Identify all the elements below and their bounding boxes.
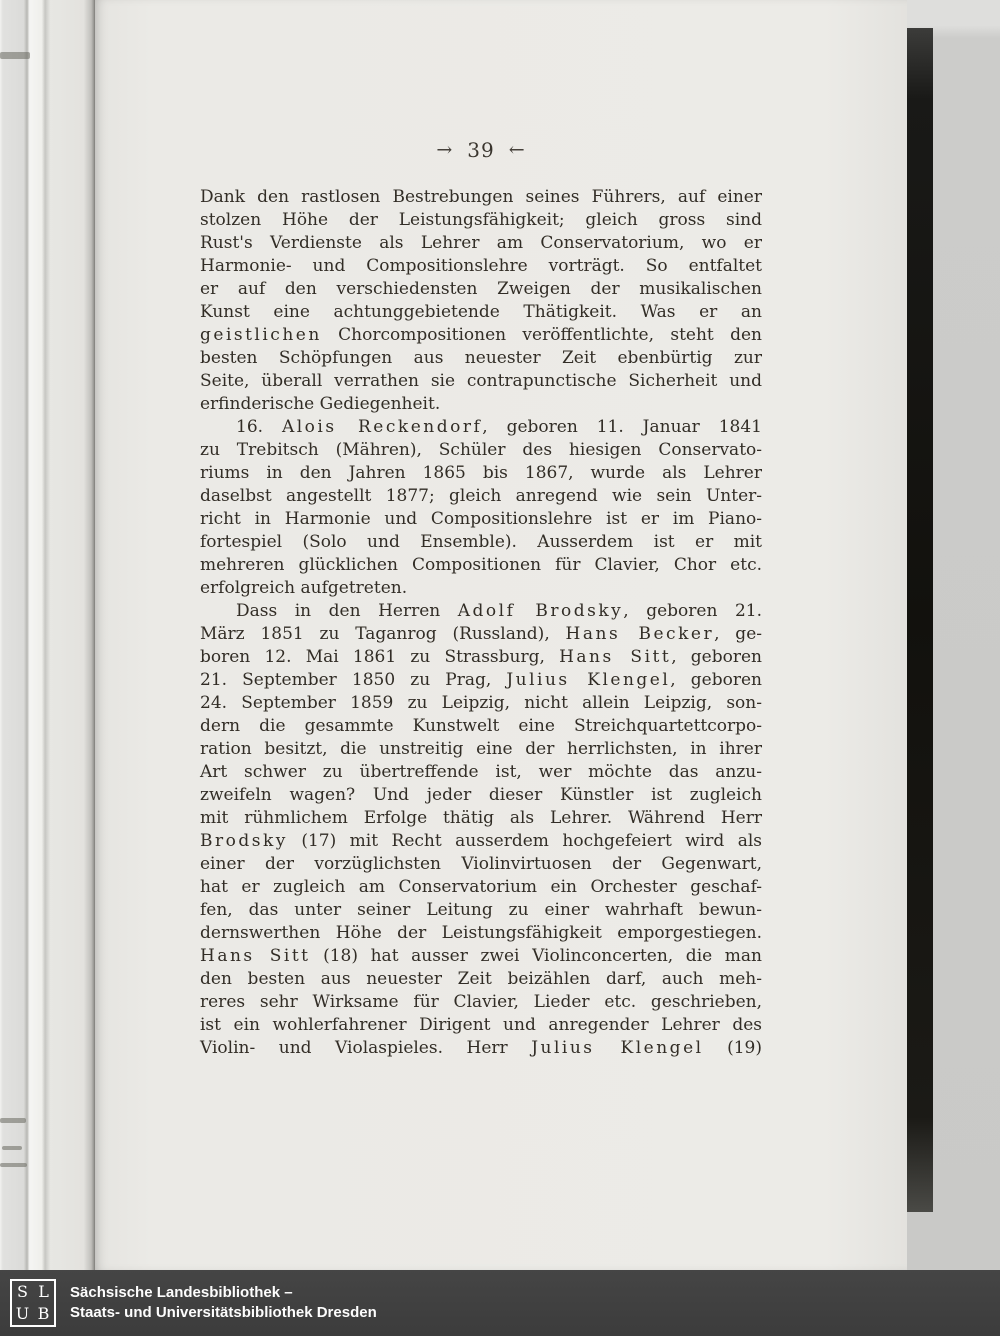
text-line: Harmonie- und Compositionslehre vorträgt. So entfaltet	[200, 256, 762, 276]
text-line: Art schwer zu übertreffende ist, wer möchte das anzu-	[200, 762, 762, 782]
page-edge-mark	[0, 1163, 27, 1167]
text-line: den besten aus neuester Zeit beizählen darf, auch meh-	[200, 969, 762, 989]
page-edge-mark	[0, 52, 30, 59]
text-line: fortespiel (Solo und Ensemble). Ausserdem ist er mit	[200, 532, 762, 552]
text-line: 16. Alois Reckendorf, geboren 11. Januar 1841	[236, 417, 762, 437]
page-edge-mark	[0, 1118, 26, 1123]
page-body	[200, 186, 762, 1060]
footer-text	[70, 1283, 377, 1323]
text-line: richt in Harmonie und Compositionslehre ist er im Piano-	[200, 509, 762, 529]
text-line: Hans Sitt (18) hat ausser zwei Violinconcerten, die man	[200, 946, 762, 966]
text-line: Rust's Verdienste als Lehrer am Conservatorium, wo er	[200, 233, 762, 253]
text-line: geistlichen Chorcompositionen veröffentlichte, steht den	[200, 325, 762, 345]
person-name: Brodsky	[200, 831, 288, 851]
scan-gutter	[907, 0, 1000, 1270]
text-line: daselbst angestellt 1877; gleich anregend wie sein Unter-	[200, 486, 762, 506]
slub-logo-letter: S	[17, 1282, 28, 1301]
ornament-right-arrow-icon: →	[436, 139, 454, 161]
text-line: fen, das unter seiner Leitung zu einer wahrhaft bewun-	[200, 900, 762, 920]
text-line: hat er zugleich am Conservatorium ein Orchester geschaf-	[200, 877, 762, 897]
text-line: zu Trebitsch (Mähren), Schüler des hiesigen Conservato-	[200, 440, 762, 460]
spine-shadow	[907, 28, 933, 1212]
text-line: dern die gesammte Kunstwelt eine Streichquartettcorpo-	[200, 716, 762, 736]
text-line: boren 12. Mai 1861 zu Strassburg, Hans Sitt, geboren	[200, 647, 762, 667]
slub-logo-letter: U	[15, 1304, 30, 1323]
slub-logo-letter: L	[38, 1282, 49, 1301]
footer-line1: Sächsische Landesbibliothek –	[70, 1284, 293, 1301]
text-line: besten Schöpfungen aus neuester Zeit ebenbürtig zur	[200, 348, 762, 368]
library-footer	[0, 1270, 1000, 1336]
text-line: Kunst eine achtunggebietende Thätigkeit. Was er an	[200, 302, 762, 322]
text-line: Dank den rastlosen Bestrebungen seines Führers, auf einer	[200, 187, 762, 207]
person-name: Hans Becker	[565, 624, 715, 644]
text-line: stolzen Höhe der Leistungsfähigkeit; gleich gross sind	[200, 210, 762, 230]
person-name: Julius Klengel	[506, 670, 671, 690]
person-name: Julius Klengel	[531, 1038, 704, 1058]
text-line: Seite, überall verrathen sie contrapunctische Sicherheit und	[200, 371, 762, 391]
text-line: mit rühmlichem Erfolge thätig als Lehrer. Während Herr	[200, 808, 762, 828]
text-line: Dass in den Herren Adolf Brodsky, geboren 21.	[236, 601, 762, 621]
person-name: Hans Sitt	[559, 647, 672, 667]
person-name: Adolf Brodsky	[457, 601, 624, 621]
text-line: er auf den verschiedensten Zweigen der musikalischen	[200, 279, 762, 299]
text-line: riums in den Jahren 1865 bis 1867, wurde als Lehrer	[200, 463, 762, 483]
text-line: reres sehr Wirksame für Clavier, Lieder etc. geschrieben,	[200, 992, 762, 1012]
text-line: März 1851 zu Taganrog (Russland), Hans Becker, ge-	[200, 624, 762, 644]
text-line: Brodsky (17) mit Recht ausserdem hochgefeiert wird als	[200, 831, 762, 851]
person-name: Hans Sitt	[200, 946, 311, 966]
text-line: 21. September 1850 zu Prag, Julius Klengel, geboren	[200, 670, 762, 690]
text-line: zweifeln wagen? Und jeder dieser Künstler ist zugleich	[200, 785, 762, 805]
text-line: 24. September 1859 zu Leipzig, nicht allein Leipzig, son-	[200, 693, 762, 713]
person-name: geistlichen	[200, 325, 322, 345]
page-edge-left	[0, 0, 95, 1270]
page-content	[95, 0, 762, 1060]
text-line: dernswerthen Höhe der Leistungsfähigkeit emporgestiegen.	[200, 923, 762, 943]
text-line: mehreren glücklichen Compositionen für Clavier, Chor etc.	[200, 555, 762, 575]
page-header	[200, 138, 762, 162]
text-line: ration besitzt, die unstreitig eine der herrlichsten, in ihrer	[200, 739, 762, 759]
person-name: Alois Reckendorf	[281, 417, 483, 437]
footer-line2: Staats- und Universitätsbibliothek Dresden	[70, 1304, 377, 1321]
slub-logo	[10, 1279, 56, 1327]
text-line: erfolgreich aufgetreten.	[200, 578, 408, 598]
text-line: einer der vorzüglichsten Violinvirtuosen der Gegenwart,	[200, 854, 762, 874]
page-edge-mark	[2, 1146, 22, 1150]
slub-logo-letter: B	[37, 1304, 50, 1323]
book-page	[95, 0, 907, 1270]
text-line: Violin- und Violaspieles. Herr Julius Klengel (19)	[200, 1038, 763, 1058]
text-line: ist ein wohlerfahrener Dirigent und anregender Lehrer des	[200, 1015, 762, 1035]
ornament-left-arrow-icon: ←	[508, 139, 526, 161]
text-line: erfinderische Gediegenheit.	[200, 394, 441, 414]
page-number: 39	[467, 138, 495, 162]
